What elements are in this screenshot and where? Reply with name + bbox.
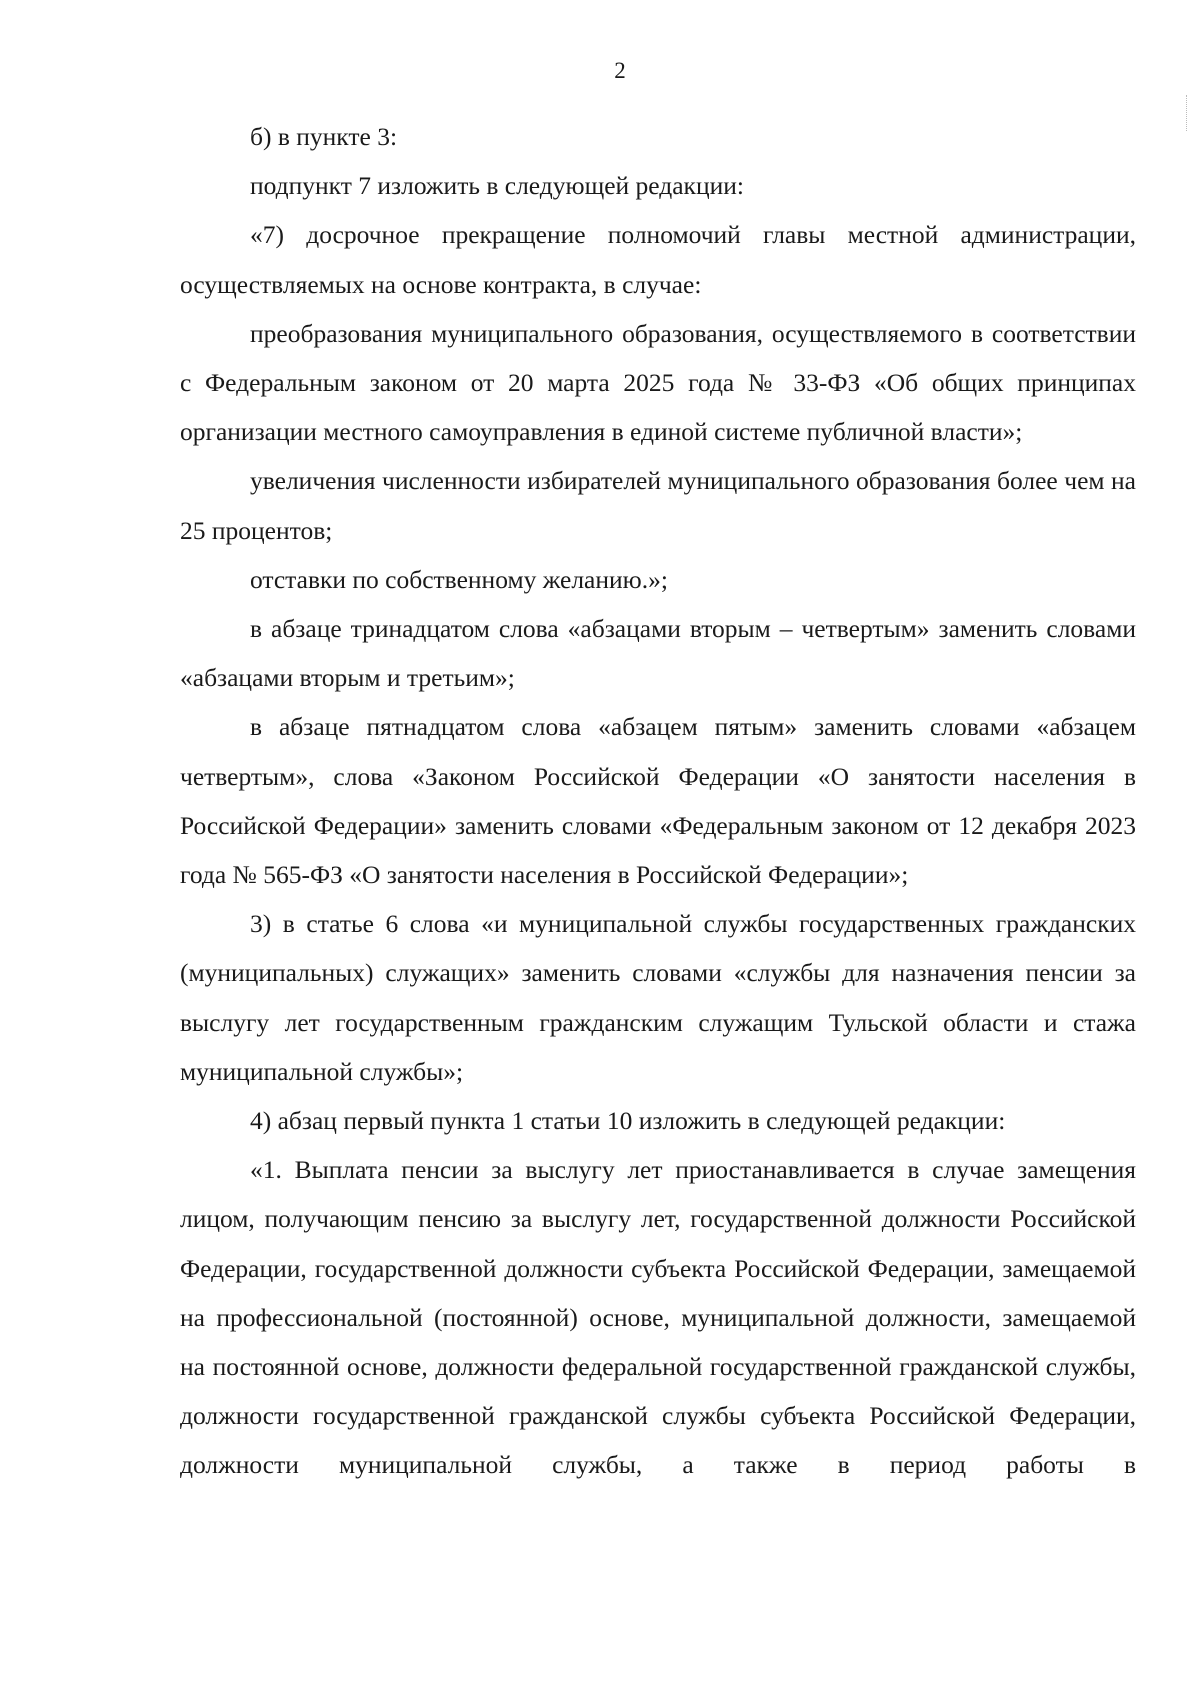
paragraph-6: отставки по собственному желанию.»; bbox=[250, 564, 668, 594]
page-number: 2 bbox=[614, 58, 626, 83]
paragraph-10: 4) абзац первый пункта 1 статьи 10 изложить в следующей редакции: bbox=[250, 1106, 1006, 1136]
paragraph-9: 3) в статье 6 слова «и муниципальной службы государственных гражданских (муниципальных) служащих» заменить словами «службы для назначения пенсии за выслугу лет государственным гражданским служащим Тульской области и стажа муниципальной службы»; bbox=[180, 909, 1136, 1086]
document-body bbox=[180, 112, 1136, 1490]
paragraph-2: подпункт 7 изложить в следующей редакции: bbox=[250, 171, 744, 201]
paragraph-8: в абзаце пятнадцатом слова «абзацем пятым» заменить словами «абзацем четвертым», слова «Законом Российской Федерации «О занятости населения в Российской Федерации» заменить словами «Федеральным законом от 12 декабря 2023 года № 565-ФЗ «О занятости населения в Российской Федерации»; bbox=[180, 712, 1136, 890]
paragraph-5: увеличения численности избирателей муниципального образования более чем на 25 процентов; bbox=[180, 466, 1136, 545]
paragraph-4: преобразования муниципального образования, осуществляемого в соответствии с Федеральным законом от 20 марта 2025 года № 33-ФЗ «Об общих принципах организации местного самоуправления в единой системе публичной власти»; bbox=[180, 318, 1136, 447]
paragraph-1: б) в пункте 3: bbox=[250, 122, 398, 151]
paragraph-11: «1. Выплата пенсии за выслугу лет приостанавливается в случае замещения лицом, получающим пенсию за выслугу лет, государственной должности Российской Федерации, государственной должности субъекта Российской Федерации, замещаемой на профессиональной (постоянной) основе, муниципальной должности, замещаемой на постоянной основе, должности федеральной государственной гражданской службы, должности государственной гражданской службы субъекта Российской Федерации, должности муниципальной службы, а также в период работы в bbox=[180, 1155, 1136, 1480]
scan-margin-mark bbox=[1186, 95, 1189, 131]
paragraph-3: «7) досрочное прекращение полномочий главы местной администрации, осуществляемых на основе контракта, в случае: bbox=[180, 220, 1136, 299]
paragraph-7: в абзаце тринадцатом слова «абзацами вторым – четвертым» заменить словами «абзацами вторым и третьим»; bbox=[180, 614, 1136, 693]
